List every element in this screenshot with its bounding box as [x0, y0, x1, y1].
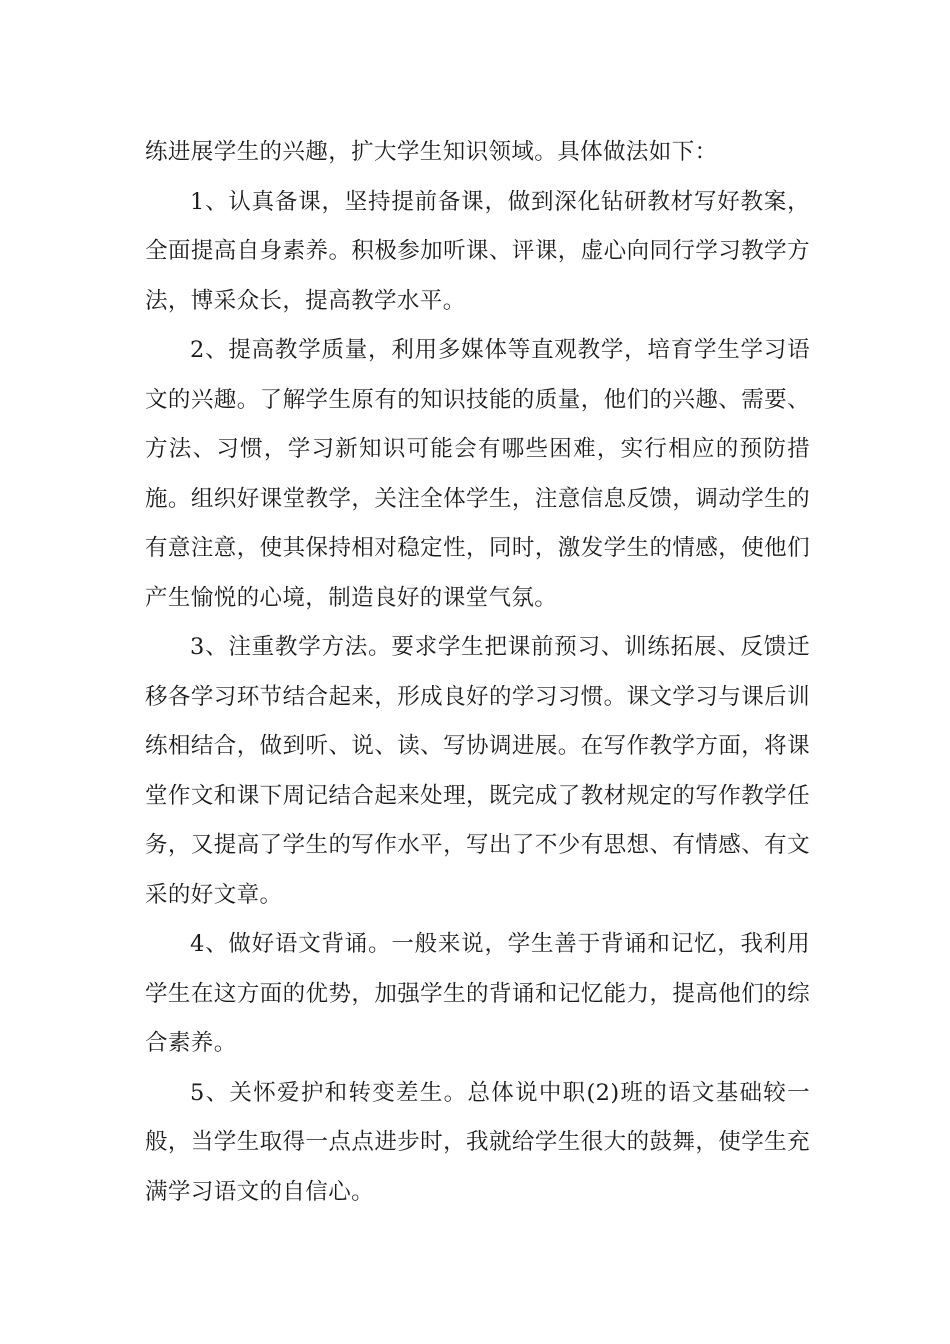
paragraph-item-1: 1、认真备课，坚持提前备课，做到深化钻研教材写好教案，全面提高自身素养。积极参加听课、评课，虚心向同行学习教学方法，博采众长，提高教学水平。: [145, 188, 810, 314]
paragraph-item-3: 3、注重教学方法。要求学生把课前预习、训练拓展、反馈迁移各学习环节结合起来，形成良好的学习习惯。课文学习与课后训练相结合，做到听、说、读、写协调进展。在写作教学方面，将课堂作文和课下周记结合起来处理，既完成了教材规定的写作教学任务，又提高了学生的写作水平，写出了不少有思想、有情感、有文采的好文章。: [145, 634, 810, 908]
paragraph-item-4: 4、做好语文背诵。一般来说，学生善于背诵和记忆，我利用学生在这方面的优势，加强学生的背诵和记忆能力，提高他们的综合素养。: [145, 931, 810, 1056]
paragraph-continuation: 练进展学生的兴趣，扩大学生知识领域。具体做法如下：: [145, 139, 718, 165]
document-body: [145, 128, 810, 1217]
paragraph-item-2: 2、提高教学质量，利用多媒体等直观教学，培育学生学习语文的兴趣。了解学生原有的知识技能的质量，他们的兴趣、需要、方法、习惯，学习新知识可能会有哪些困难，实行相应的预防措施。组织好课堂教学，关注全体学生，注意信息反馈，调动学生的有意注意，使其保持相对稳定性，同时，激发学生的情感，使他们产生愉悦的心境，制造良好的课堂气氛。: [145, 337, 810, 611]
paragraph-item-5: 5、关怀爱护和转变差生。总体说中职(2)班的语文基础较一般，当学生取得一点点进步时，我就给学生很大的鼓舞，使学生充满学习语文的自信心。: [145, 1079, 810, 1205]
